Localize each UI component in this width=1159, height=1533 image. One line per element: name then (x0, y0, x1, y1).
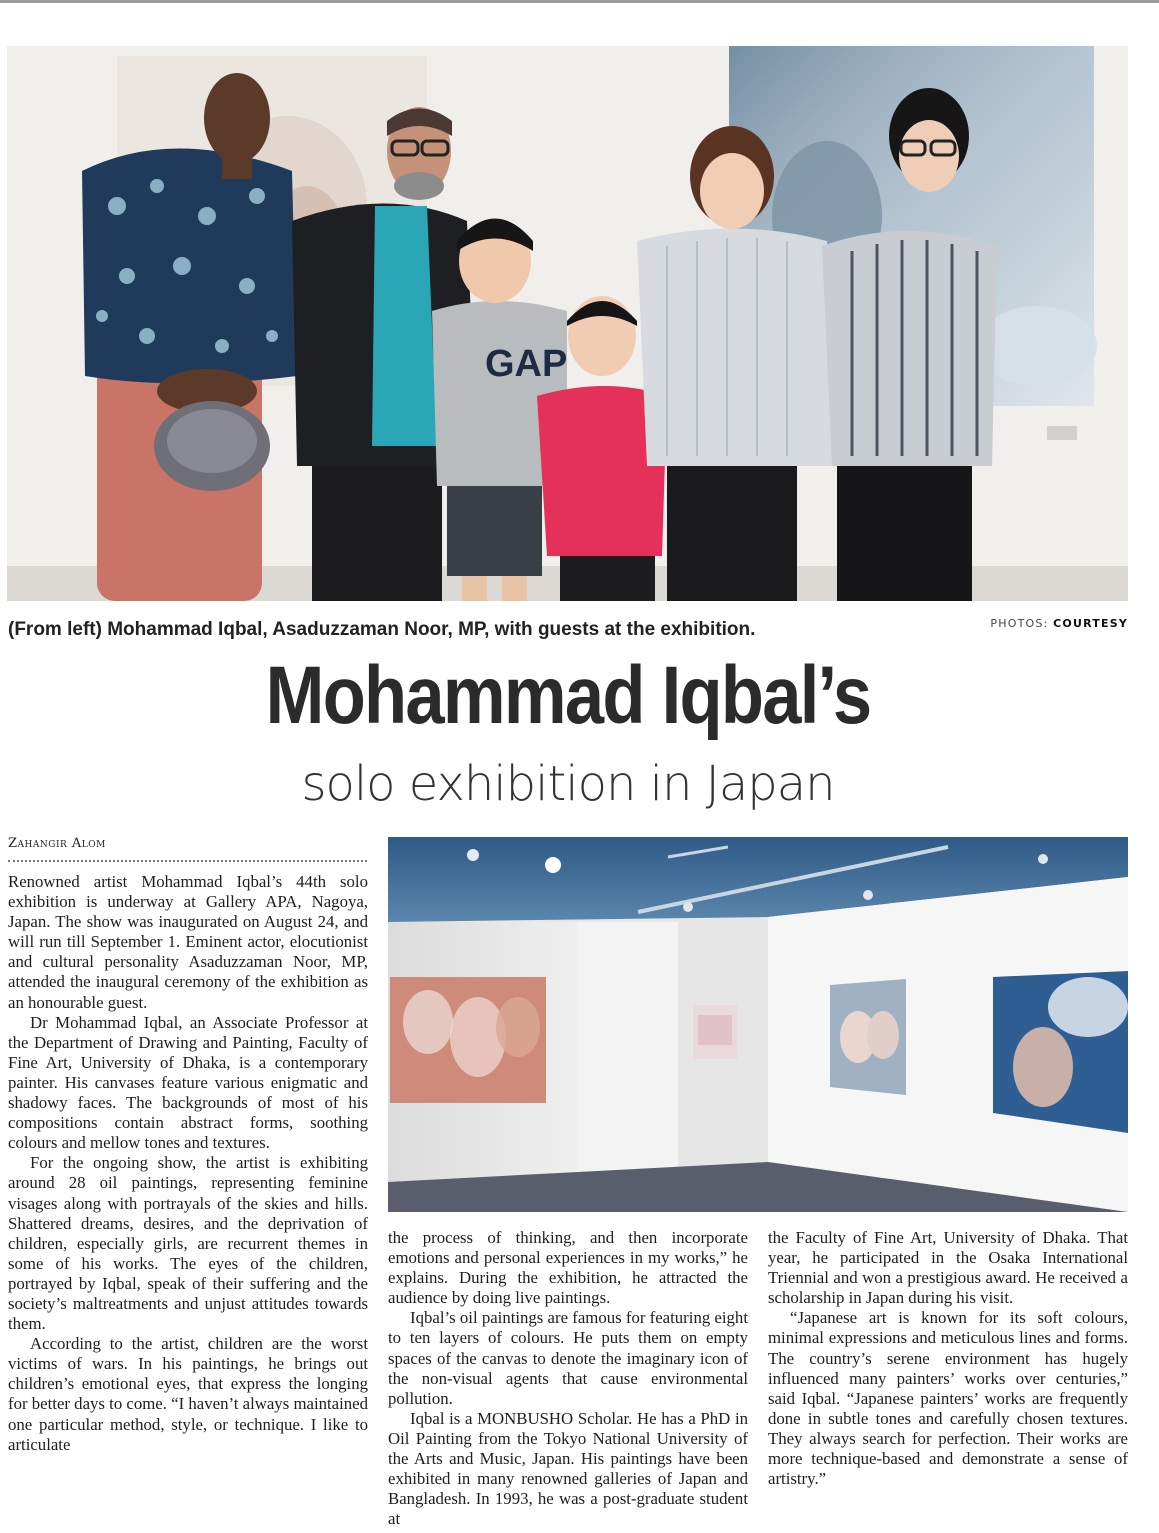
paragraph: Renowned artist Mohammad Iqbal’s 44th solo exhibition is underway at Gallery APA, Nagoya, Japan. The show was inaugurated on August 24, and will run till September 1. Eminent actor, elocutionist and cultural personality Asaduzzaman Noor, MP, attended the inaugural ceremony of the exhibition as an honourable guest. (8, 872, 368, 1012)
paragraph: Iqbal’s oil paintings are famous for featuring eight to ten layers of colours. He puts them on empty spaces of the canvas to denote the imaginary icon of the non-visual agents that cause environmental pollution. (388, 1308, 748, 1408)
photo-credit-value: COURTESY (1053, 617, 1128, 630)
headline: Mohammad Iqbal’s (265, 650, 871, 741)
paragraph: Dr Mohammad Iqbal, an Associate Professor at the Department of Drawing and Painting, Faculty of Fine Art, University of Dhaka, is a contemporary painter. His canvases feature various enigmatic and shadowy faces. The backgrounds of most of his compositions contain abstract forms, soothing colours and mellow tones and textures. (8, 1012, 368, 1153)
paragraph: “Japanese art is known for its soft colours, minimal expressions and meticulous lines and forms. The country’s serene environment has hugely influenced many painters’ works over centuries,” said Iqbal. “Japanese painters’ works are frequently done in subtle tones and carefully chosen textures. They always search for perfection. Their works are more technique-based and demonstrate a sense of artistry.” (768, 1308, 1128, 1489)
paragraph: For the ongoing show, the artist is exhibiting around 28 oil paintings, representing feminine visages along with portrayals of the skies and hills. Shattered dreams, desires, and the deprivation of children, especially girls, are recurrent themes in some of his works. The eyes of the children, portrayed by Iqbal, speak of their suffering and the society’s maltreatments and unjust attitudes towards them. (8, 1153, 368, 1334)
gap-logo: GAP (485, 343, 568, 385)
group-photo (7, 46, 1128, 601)
paragraph: the Faculty of Fine Art, University of Dhaka. That year, he participated in the Osaka International Triennial and won a prestigious award. He received a scholarship in Japan during his visit. (768, 1228, 1128, 1308)
gallery-photo (388, 837, 1128, 1212)
photo-credit (990, 617, 1128, 630)
article-column-3 (768, 1228, 1128, 1489)
byline-rule (8, 860, 367, 862)
byline: Zahangir Alom (8, 836, 106, 851)
paragraph: According to the artist, children are the worst victims of wars. In his paintings, he brings out children’s emotional eyes, that express the longing for better days to come. “I haven’t always maintained one particular method, style, or technique. I like to articulate (8, 1334, 368, 1454)
article-column-2 (388, 1228, 748, 1529)
paragraph: Iqbal is a MONBUSHO Scholar. He has a PhD in Oil Painting from the Tokyo National University of the Arts and Music, Japan. His paintings have been exhibited in many renowned galleries of Japan and Bangladesh. In 1993, he was a post-graduate student at (388, 1408, 748, 1529)
photo-caption: (From left) Mohammad Iqbal, Asaduzzaman Noor, MP, with guests at the exhibition. (8, 619, 756, 640)
paragraph: the process of thinking, and then incorporate emotions and personal experiences in my works,” he explains. During the exhibition, he attracted the audience by doing live paintings. (388, 1228, 748, 1308)
top-rule (0, 0, 1159, 3)
photo-credit-label: PHOTOS: (990, 617, 1049, 630)
subheadline: solo exhibition in Japan (301, 756, 835, 812)
article-column-1 (8, 872, 368, 1455)
